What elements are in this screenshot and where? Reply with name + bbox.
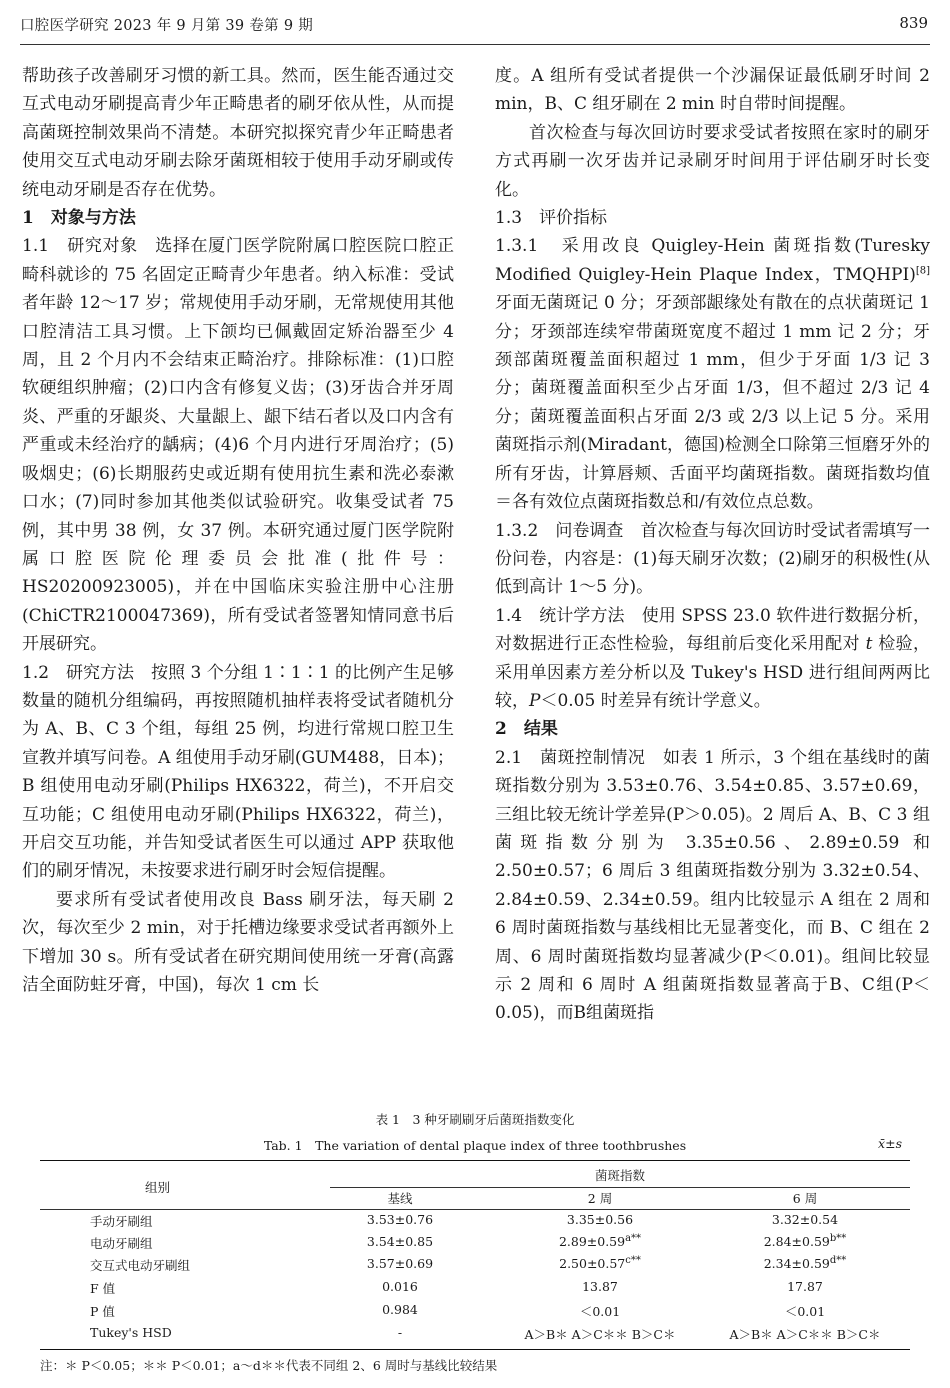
recheck-paragraph: 首次检查与每次回访时要求受试者按照在家时的刷牙方式再刷一次牙齿并记录刷牙时间用于评估刷牙时长变化。 [495,122,930,200]
row-name: Tukey's HSD [90,1325,172,1340]
table-caption-cn: 表 1 3 种牙刷刷牙后菌斑指数变化 [375,1112,575,1127]
row-base: - [397,1325,403,1340]
table-col-group: 组别 [145,1180,171,1195]
row-2w: 3.35±0.56 [566,1212,634,1227]
row-name: P 值 [90,1304,115,1319]
row-6w: 17.87 [787,1279,823,1294]
table-col-span: 菌斑指数 [594,1168,645,1183]
subsection-evaluation-heading: 1.3 评价指标 [495,208,608,229]
right-column [495,62,930,1028]
table-caption-en: Tab. 1 The variation of dental plaque index of three toothbrushes [263,1138,687,1153]
row-name: 手动牙刷组 [90,1214,153,1229]
subsection-methods: 1.2 研究方法 按照 3 个分组 1∶1∶1 的比例产生足够数量的随机分组编码，再按照随机抽样表将受试者随机分为 A、B、C 3 个组，每组 25 例，均进行常规口腔卫生宣教并填写问卷。A 组使用手动牙刷(GUM488，日本)；B 组使用电动牙刷(Philips HX6322，荷兰)，不开启交互功能；C 组使用电动牙刷(Philips HX6322，荷兰)，开启交互功能，并告知受试者医生可以通过 APP 获取他们的刷牙情况，未按要求进行刷牙时会短信提醒。 [22,662,454,882]
row-2w: $2.89\pm 0.59^{a**}$ [558,1232,642,1249]
hourglass-paragraph: 度。A 组所有受试者提供一个沙漏保证最低刷牙时间 2 min，B、C 组牙刷在 2 min 时自带时间提醒。 [495,66,930,115]
row-base: 3.53±0.76 [366,1212,434,1227]
header-rule [20,44,930,45]
row-6w: $2.34\pm 0.59^{d**}$ [763,1254,847,1271]
plaque-index-definition: 1.3.1 采用改良 Quigley-Hein 菌斑指数(Turesky Modified Quigley-Hein Plaque Index，TMQHPI)[8]牙面无菌斑记 0 分；牙颈部龈缘处有散在的点状菌斑记 1 分；牙颈部连续窄带菌斑宽度不超过 1 mm 记 2 分；牙颈部菌斑覆盖面积超过 1 mm，但少于牙面 1/3 记 3 分；菌斑覆盖面积至少占牙面 1/3，但不超过 2/3 记 4 分；菌斑覆盖面积占牙面 2/3 或 2/3 以上记 5 分。采用菌斑指示剂(Miradant，德国)检测全口除第三恒磨牙外的所有牙齿，计算唇颊、舌面平均菌斑指数。菌斑指数均值＝各有效位点菌斑指数总和/有效位点总数。 [495,236,930,513]
table-col-6w: 6 周 [792,1191,818,1206]
row-name: 交互式电动牙刷组 [90,1258,191,1273]
row-2w: 13.87 [582,1279,618,1294]
row-6w: $2.84\pm 0.59^{b**}$ [763,1232,847,1249]
table-header-rule [40,1209,910,1210]
row-6w: A＞B＊ A＞C＊＊ B＞C＊ [729,1327,881,1342]
row-base: 0.016 [382,1279,418,1294]
row-base: 0.984 [382,1302,418,1317]
statistics-paragraph: 1.4 统计学方法 使用 SPSS 23.0 软件进行数据分析，对数据进行正态性检验，每组前后变化采用配对 t 检验，采用单因素方差分析以及 Tukey's HSD 进行组间两两比较，P＜0.05 时差异有统计学意义。 [495,605,931,711]
running-header-journal: 口腔医学研究 2023 年 9 月第 39 卷第 9 期 [20,18,314,34]
row-name: 电动牙刷组 [90,1236,153,1251]
row-base: 3.57±0.69 [366,1256,434,1271]
table-span-rule [330,1187,910,1188]
row-2w: $2.50\pm 0.57^{c**}$ [559,1254,641,1271]
section-heading-results: 2 结果 [495,719,558,740]
table-col-2w: 2 周 [587,1191,613,1206]
row-name: F 值 [90,1281,116,1296]
subsection-subjects: 1.1 研究对象 选择在厦门医学院附属口腔医院口腔正畸科就诊的 75 名固定正畸青少年患者。纳入标准：受试者年龄 12～17 岁；常规使用手动牙刷，无常规使用其他口腔清洁工具习惯。上下颌均已佩戴固定矫治器至少 4 周，且 2 个月内不会结束正畸治疗。排除标准：(1)口腔软硬组织肿瘤；(2)口内含有修复义齿；(3)牙齿合并牙周炎、严重的牙龈炎、大量龈上、龈下结石者以及口内含有严重或未经治疗的龋病；(4)6 个月内进行牙周治疗；(5)吸烟史；(6)长期服药史或近期有使用抗生素和洗必泰漱口水；(7)同时参加其他类似试验研究。收集受试者 75 例，其中男 38 例，女 37 例。本研究通过厦门医学院附属口腔医院伦理委员会批准(批件号：HS20200923005)，并在中国临床实验注册中心注册(ChiCTR2100047369)，所有受试者签署知情同意书后开展研究。 [22,236,454,655]
row-6w: 3.32±0.54 [771,1212,839,1227]
row-6w: ＜0.01 [784,1304,826,1319]
row-base: 3.54±0.85 [366,1234,434,1249]
table-top-rule [40,1160,910,1161]
table-bottom-rule [40,1349,910,1350]
page-number: 839 [899,14,928,32]
brushing-requirements: 要求所有受试者使用改良 Bass 刷牙法，每天刷 2 次，每次至少 2 min，对于托槽边缘要求受试者再额外上下增加 30 s。所有受试者在研究期间使用统一牙膏(高露洁全面防蛀牙膏，中国)，每次 1 cm 长 [22,889,454,995]
table-footnote: 注：＊ P＜0.05；＊＊ P＜0.01；a～d＊＊代表不同组 2、6 周时与基线比较结果 [40,1358,498,1373]
left-column [22,62,454,999]
table-unit: x̄±s [878,1136,902,1151]
citation-8: [8] [915,265,930,277]
row-2w: A＞B＊ A＞C＊＊ B＞C＊ [524,1327,676,1342]
questionnaire-paragraph: 1.3.2 问卷调查 首次检查与每次回访时受试者需填写一份问卷，内容是：(1)每天刷牙次数；(2)刷牙的积极性(从低到高计 1～5 分)。 [495,520,930,598]
table-col-base: 基线 [387,1191,413,1206]
plaque-control-results: 2.1 菌斑控制情况 如表 1 所示，3 个组在基线时的菌斑指数分别为 3.53±0.76、3.54±0.85、3.57±0.69，三组比较无统计学差异(P＞0.05)。2 周后 A、B、C 3 组菌斑指数分别为 3.35±0.56、2.89±0.59 和 2.50±0.57；6 周后 3 组菌斑指数分别为 3.32±0.54、2.84±0.59、2.34±0.59。组内比较显示 A 组在 2 周和 6 周时菌斑指数与基线相比无显著变化，而 B、C 组在 2 周、6 周时菌斑指数均显著减少(P＜0.01)。组间比较显示 2 周和 6 周时 A 组菌斑指数显著高于B、C组(P＜0.05)，而B组菌斑指 [495,747,930,1024]
intro-paragraph-end: 帮助孩子改善刷牙习惯的新工具。然而，医生能否通过交互式电动牙刷提高青少年正畸患者的刷牙依从性，从而提高菌斑控制效果尚不清楚。本研究拟探究青少年正畸患者使用交互式电动牙刷去除牙菌斑相较于使用手动牙刷或传统电动牙刷是否存在优势。 [22,66,454,200]
section-heading-methods: 1 对象与方法 [22,208,136,229]
row-2w: ＜0.01 [579,1304,621,1319]
